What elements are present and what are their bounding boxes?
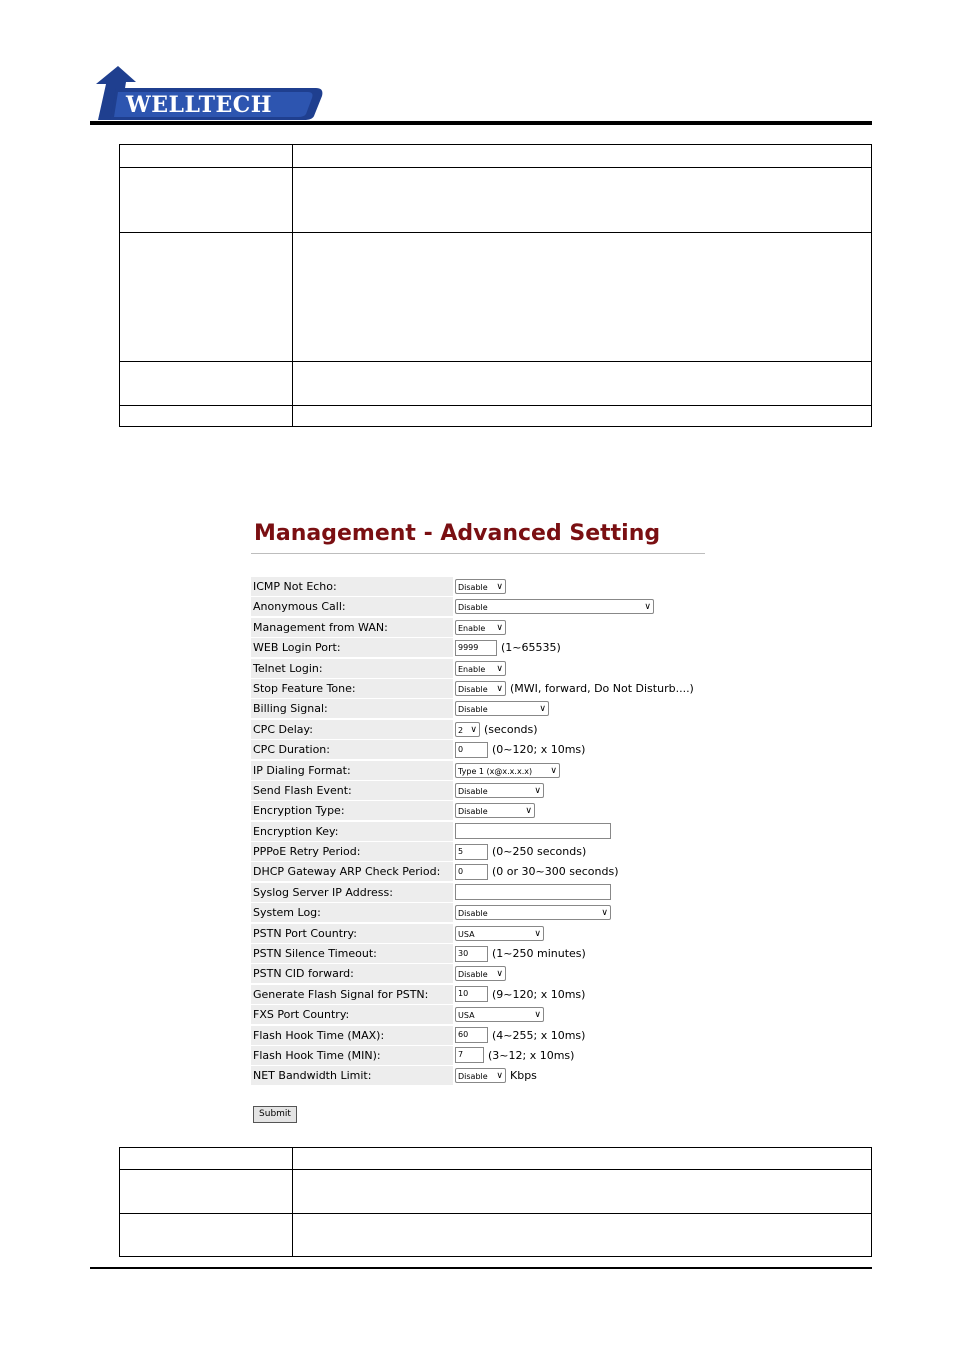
- settings-form: [251, 577, 721, 1087]
- chevron-down-icon: ∨: [550, 765, 557, 776]
- setting-control: [455, 1046, 574, 1065]
- setting-hint: (3~12; x 10ms): [488, 1048, 575, 1062]
- setting-row: [251, 1066, 721, 1086]
- select-value: Disable: [458, 909, 488, 919]
- setting-control: [455, 699, 549, 718]
- footer-rule: [90, 1267, 872, 1269]
- setting-input[interactable]: [455, 884, 611, 900]
- setting-row: [251, 944, 721, 964]
- management-panel: [251, 518, 721, 1083]
- table-cell: [293, 145, 872, 168]
- setting-row: [251, 577, 721, 597]
- setting-hint: (0~250 seconds): [492, 845, 587, 859]
- setting-select[interactable]: [455, 1007, 544, 1022]
- setting-hint: (0~120; x 10ms): [492, 743, 586, 757]
- setting-select[interactable]: [455, 661, 506, 676]
- setting-row: [251, 618, 721, 638]
- select-value: 2: [458, 725, 464, 735]
- setting-hint: Kbps: [510, 1069, 537, 1083]
- setting-row: [251, 740, 721, 760]
- setting-input[interactable]: 0: [455, 742, 488, 758]
- title-rule: [251, 553, 705, 554]
- header-rule: [90, 121, 872, 125]
- setting-control: [455, 577, 506, 596]
- chevron-down-icon: ∨: [496, 1071, 503, 1082]
- setting-row: [251, 883, 721, 903]
- setting-select[interactable]: [455, 966, 506, 981]
- setting-row: [251, 659, 721, 679]
- setting-hint: (0 or 30~300 seconds): [492, 865, 619, 879]
- setting-select[interactable]: [455, 681, 506, 696]
- setting-select[interactable]: [455, 905, 611, 920]
- setting-label: WEB Login Port:: [251, 638, 453, 657]
- setting-row: [251, 679, 721, 699]
- setting-input[interactable]: 5: [455, 844, 488, 860]
- setting-row: [251, 1005, 721, 1025]
- setting-label: NET Bandwidth Limit:: [251, 1066, 453, 1085]
- setting-hint: (MWI, forward, Do Not Disturb....): [510, 681, 694, 695]
- setting-row: [251, 781, 721, 801]
- setting-control: [455, 944, 586, 963]
- setting-label: Encryption Type:: [251, 801, 453, 820]
- chevron-down-icon: ∨: [470, 724, 477, 735]
- chevron-down-icon: ∨: [496, 683, 503, 694]
- setting-label: Stop Feature Tone:: [251, 679, 453, 698]
- setting-row: [251, 903, 721, 923]
- setting-label: Generate Flash Signal for PSTN:: [251, 985, 453, 1004]
- table-cell: [120, 168, 293, 233]
- setting-control: [455, 761, 560, 780]
- table-cell: [120, 1170, 293, 1214]
- setting-select[interactable]: [455, 701, 549, 716]
- setting-hint: (1~250 minutes): [492, 947, 586, 961]
- table-cell: [293, 406, 872, 427]
- setting-label: Anonymous Call:: [251, 597, 453, 616]
- setting-label: Flash Hook Time (MIN):: [251, 1046, 453, 1065]
- setting-control: [455, 1005, 544, 1024]
- setting-label: Billing Signal:: [251, 699, 453, 718]
- setting-label: DHCP Gateway ARP Check Period:: [251, 862, 453, 881]
- setting-row: [251, 1026, 721, 1046]
- select-value: Disable: [458, 786, 488, 796]
- setting-select[interactable]: [455, 926, 544, 941]
- setting-control: [455, 618, 506, 637]
- setting-row: [251, 597, 721, 617]
- table-cell: [293, 168, 872, 233]
- submit-button[interactable]: Submit: [253, 1106, 297, 1123]
- setting-control: [455, 720, 538, 739]
- chevron-down-icon: ∨: [539, 704, 546, 715]
- setting-control: [455, 862, 619, 881]
- chevron-down-icon: ∨: [534, 928, 541, 939]
- setting-select[interactable]: [455, 1068, 506, 1083]
- setting-label: Management from WAN:: [251, 618, 453, 637]
- setting-row: [251, 924, 721, 944]
- top-table: [119, 144, 872, 427]
- setting-control: [455, 822, 611, 841]
- table-cell: [120, 406, 293, 427]
- setting-control: [455, 903, 611, 922]
- setting-label: FXS Port Country:: [251, 1005, 453, 1024]
- table-cell: [293, 362, 872, 406]
- setting-label: PSTN Port Country:: [251, 924, 453, 943]
- setting-label: PSTN CID forward:: [251, 964, 453, 983]
- select-value: Disable: [458, 684, 488, 694]
- select-value: Enable: [458, 623, 486, 633]
- setting-label: CPC Duration:: [251, 740, 453, 759]
- setting-label: CPC Delay:: [251, 720, 453, 739]
- setting-control: [455, 964, 506, 983]
- table-cell: [120, 233, 293, 362]
- setting-input[interactable]: 10: [455, 986, 488, 1002]
- chevron-down-icon: ∨: [644, 602, 651, 613]
- setting-select[interactable]: [455, 783, 544, 798]
- bottom-table: [119, 1147, 872, 1257]
- setting-label: System Log:: [251, 903, 453, 922]
- setting-control: [455, 659, 506, 678]
- setting-control: [455, 1066, 537, 1085]
- setting-select[interactable]: [455, 722, 480, 737]
- setting-row: [251, 720, 721, 740]
- setting-control: [455, 801, 535, 820]
- select-value: Disable: [458, 970, 488, 980]
- table-cell: [120, 362, 293, 406]
- select-value: USA: [458, 1011, 475, 1021]
- table-cell: [293, 1214, 872, 1257]
- setting-row: [251, 761, 721, 781]
- welltech-logo: [96, 66, 326, 122]
- select-value: Disable: [458, 1072, 488, 1082]
- setting-label: Send Flash Event:: [251, 781, 453, 800]
- setting-control: [455, 924, 544, 943]
- setting-label: PPPoE Retry Period:: [251, 842, 453, 861]
- setting-select[interactable]: [455, 763, 560, 778]
- select-value: Disable: [458, 603, 488, 613]
- setting-hint: (9~120; x 10ms): [492, 987, 586, 1001]
- setting-row: [251, 862, 721, 882]
- chevron-down-icon: ∨: [534, 1010, 541, 1021]
- table-cell: [293, 1148, 872, 1170]
- table-cell: [120, 1214, 293, 1257]
- setting-control: [455, 842, 586, 861]
- chevron-down-icon: ∨: [525, 806, 532, 817]
- setting-row: [251, 699, 721, 719]
- select-value: Type 1 (x@x.x.x.x): [458, 766, 533, 776]
- chevron-down-icon: ∨: [601, 908, 608, 919]
- select-value: Enable: [458, 664, 486, 674]
- setting-label: Syslog Server IP Address:: [251, 883, 453, 902]
- setting-input[interactable]: 7: [455, 1047, 484, 1063]
- setting-label: ICMP Not Echo:: [251, 577, 453, 596]
- logo-text: WELLTECH: [126, 92, 273, 118]
- select-value: Disable: [458, 807, 488, 817]
- select-value: Disable: [458, 705, 488, 715]
- setting-input[interactable]: 30: [455, 946, 488, 962]
- setting-control: [455, 597, 654, 616]
- setting-row: [251, 1046, 721, 1066]
- setting-input[interactable]: [455, 823, 611, 839]
- chevron-down-icon: ∨: [496, 622, 503, 633]
- setting-label: Flash Hook Time (MAX):: [251, 1026, 453, 1045]
- setting-hint: (4~255; x 10ms): [492, 1028, 586, 1042]
- setting-select[interactable]: [455, 599, 654, 614]
- chevron-down-icon: ∨: [496, 663, 503, 674]
- chevron-down-icon: ∨: [534, 785, 541, 796]
- setting-select[interactable]: [455, 803, 535, 818]
- setting-label: Telnet Login:: [251, 659, 453, 678]
- setting-select[interactable]: [455, 620, 506, 635]
- setting-input[interactable]: 9999: [455, 640, 497, 656]
- setting-row: [251, 842, 721, 862]
- setting-control: [455, 1026, 585, 1045]
- setting-row: [251, 801, 721, 821]
- panel-title: Management - Advanced Setting: [254, 521, 661, 546]
- setting-control: [455, 679, 694, 698]
- setting-label: IP Dialing Format:: [251, 761, 453, 780]
- table-cell: [120, 145, 293, 168]
- table-cell: [120, 1148, 293, 1170]
- setting-label: Encryption Key:: [251, 822, 453, 841]
- setting-row: [251, 985, 721, 1005]
- setting-label: PSTN Silence Timeout:: [251, 944, 453, 963]
- chevron-down-icon: ∨: [496, 969, 503, 980]
- setting-control: [455, 985, 585, 1004]
- chevron-down-icon: ∨: [496, 582, 503, 592]
- setting-control: [455, 740, 585, 759]
- setting-control: [455, 883, 611, 902]
- setting-row: [251, 638, 721, 658]
- setting-row: [251, 964, 721, 984]
- setting-select[interactable]: [455, 579, 506, 594]
- table-cell: [293, 1170, 872, 1214]
- setting-input[interactable]: 0: [455, 864, 488, 880]
- setting-input[interactable]: 60: [455, 1027, 488, 1043]
- setting-hint: (seconds): [484, 722, 538, 736]
- setting-control: [455, 781, 544, 800]
- select-value: Disable: [458, 583, 488, 592]
- select-value: USA: [458, 929, 475, 939]
- table-cell: [293, 233, 872, 362]
- setting-row: [251, 822, 721, 842]
- setting-control: [455, 638, 561, 657]
- setting-hint: (1~65535): [501, 641, 561, 655]
